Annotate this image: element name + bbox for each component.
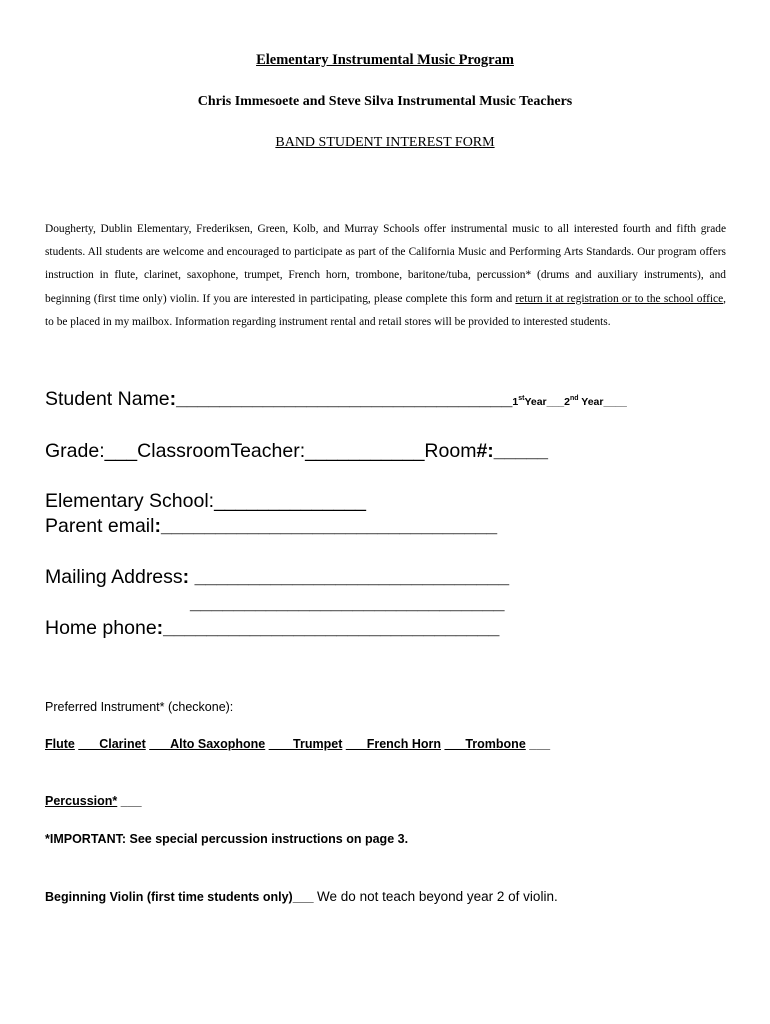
- flute-option[interactable]: Flute: [45, 737, 75, 751]
- parent-email-field: [45, 515, 497, 538]
- form-title: Elementary Instrumental Music Program: [256, 52, 514, 68]
- percussion-label: Percussion*: [45, 794, 118, 808]
- trombone-option[interactable]: ___Trombone: [444, 737, 526, 751]
- beginning-violin-option[interactable]: [45, 889, 558, 904]
- beginning-violin-label: Beginning Violin (first time students only)___: [45, 890, 314, 904]
- student-name-label: Student Name: [45, 388, 170, 410]
- violin-note: We do not teach beyond year 2 of violin.: [317, 889, 558, 904]
- teachers-subtitle: Chris Immesoete and Steve Silva Instrumental Music Teachers: [197, 94, 573, 109]
- instrument-options: [45, 737, 550, 751]
- student-name-blank[interactable]: _______________________________: [176, 388, 513, 410]
- mailing-address-label: Mailing Address: [45, 566, 183, 588]
- percussion-important-note: *IMPORTANT: See special percussion instructions on page 3.: [45, 832, 409, 846]
- grade-teacher-room-field[interactable]: [45, 440, 548, 463]
- home-phone-blank[interactable]: :_______________________________: [156, 617, 500, 639]
- alto-saxophone-option[interactable]: ___Alto Saxophone: [149, 737, 266, 751]
- mailing-address-field: [45, 566, 509, 589]
- trumpet-option[interactable]: ___ Trumpet: [268, 737, 343, 751]
- form-name: BAND STUDENT INTEREST FORM: [275, 135, 495, 150]
- intro-text-2: , to be placed in my mailbox. Information regarding instrument rental and retail stores will be provided to interested students.: [45, 292, 726, 328]
- mailing-address-blank-2[interactable]: _____________________________: [190, 592, 505, 614]
- return-instructions-link: return it at registration or to the school office: [515, 292, 724, 305]
- year-1-option[interactable]: 1stYear___: [512, 395, 565, 408]
- clarinet-option[interactable]: ___Clarinet: [78, 737, 146, 751]
- percussion-blank[interactable]: ___: [120, 794, 142, 808]
- french-horn-option[interactable]: ___French Horn: [345, 737, 442, 751]
- home-phone-label: Home phone: [45, 617, 157, 639]
- grade-teacher-room-label: Grade:___ClassroomTeacher:___________Room: [45, 440, 477, 462]
- student-name-field: [45, 388, 627, 411]
- mailing-address-blank[interactable]: : _____________________________: [182, 566, 510, 588]
- intro-paragraph: [45, 218, 726, 334]
- preferred-instrument-label: Preferred Instrument* (checkone):: [45, 700, 234, 714]
- student-name-colon: :: [169, 388, 177, 410]
- intro-text-1: Dougherty, Dublin Elementary, Frederiksen, Green, Kolb, and Murray Schools offer instrumental music to all interested fourth and fifth grade students. All students are welcome and encouraged to participate as part of the California Music and Performing Arts Standards. Our program offers instruction in flute, clarinet, saxophone, trumpet, French horn, trombone, baritone/tuba, percussion* (drums and auxiliary instruments), and beginning (first time only) violin. If you are interested in participating, please complete this form and: [45, 223, 726, 305]
- elementary-school-field[interactable]: Elementary School:______________: [45, 490, 366, 512]
- percussion-option[interactable]: [45, 794, 142, 808]
- trombone-blank[interactable]: ___: [529, 737, 551, 751]
- room-number-blank[interactable]: #:_____: [476, 440, 549, 462]
- parent-email-blank[interactable]: :_______________________________: [154, 515, 498, 537]
- parent-email-label: Parent email: [45, 515, 155, 537]
- year-2-option[interactable]: 2nd Year____: [564, 395, 627, 408]
- home-phone-field: [45, 617, 499, 640]
